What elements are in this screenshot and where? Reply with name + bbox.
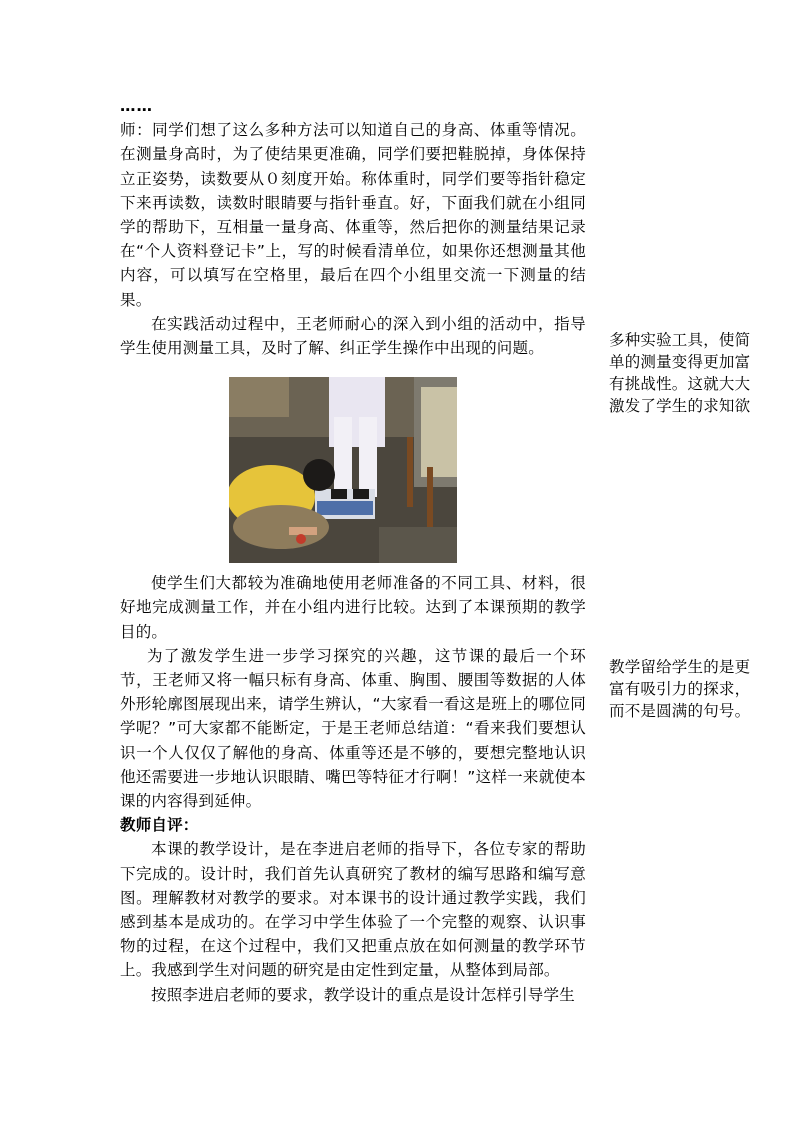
- paragraph-extension: 为了激发学生进一步学习探究的兴趣，这节课的最后一个环节，王老师又将一幅只标有身高、体重、胸围、腰围等数据的人体外形轮廓图展现出来，请学生辨认，“大家看一看这是班上的哪位同学呢？”可大家都不能断定，于是王老师总结道：“看来我们要想认识一个人仅仅了解他的身高、体重等还是不够的，要想完整地认识他还需要进一步地认识眼睛、嘴巴等特征才行啊！”这样一来就使本课的内容得到延伸。: [120, 646, 586, 811]
- margin-note-inquiry: 教学留给学生的是更富有吸引力的探求，而不是圆满的句号。: [609, 658, 751, 720]
- ellipsis: ……: [120, 97, 153, 115]
- paragraph-practice-activity: 在实践活动过程中，王老师耐心的深入到小组的活动中，指导学生使用测量工具，及时了解、纠正学生操作中出现的问题。: [120, 314, 586, 358]
- margin-note-tools: 多种实验工具，使简单的测量变得更加富有挑战性。这就大大激发了学生的求知欲: [609, 331, 751, 415]
- paragraph-self-evaluation: 本课的教学设计，是在李进启老师的指导下，各位专家的帮助下完成的。设计时，我们首先认真研究了教材的编写思路和编写意图。理解教材对教学的要求。对本课书的设计通过教学实践，我们感到基本是成功的。在学习中学生体验了一个完整的观察、认识事物的过程，在这个过程中，我们又把重点放在如何测量的教学环节上。我感到学生对问题的研究是由定性到定量，从整体到局部。: [120, 840, 586, 980]
- photo-students-measuring: [229, 377, 457, 563]
- paragraph-design-focus: 按照李进启老师的要求，教学设计的重点是设计怎样引导学生: [151, 985, 575, 1004]
- paragraph-result: 使学生们大都较为准确地使用老师准备的不同工具、材料，很好地完成测量工作，并在小组内进行比较。达到了本课预期的教学目的。: [120, 574, 586, 641]
- main-text: [120, 94, 586, 1007]
- section-heading-self-evaluation: 教师自评：: [120, 816, 199, 835]
- photo-students-measuring-icon: [229, 377, 457, 563]
- paragraph-teacher-instructions: 师：同学们想了这么多种方法可以知道自己的身高、体重等情况。在测量身高时，为了使结果更准确，同学们要把鞋脱掉，身体保持立正姿势，读数要从０刻度开始。称体重时，同学们要等指针稳定下来再读数，读数时眼睛要与指针垂直。好，下面我们就在小组同学的帮助下，互相量一量身高、体重等，然后把你的测量结果记录在“个人资料登记卡”上，写的时候看清单位，如果你还想测量其他内容，可以填写在空格里，最后在四个小组里交流一下测量的结果。: [120, 121, 586, 309]
